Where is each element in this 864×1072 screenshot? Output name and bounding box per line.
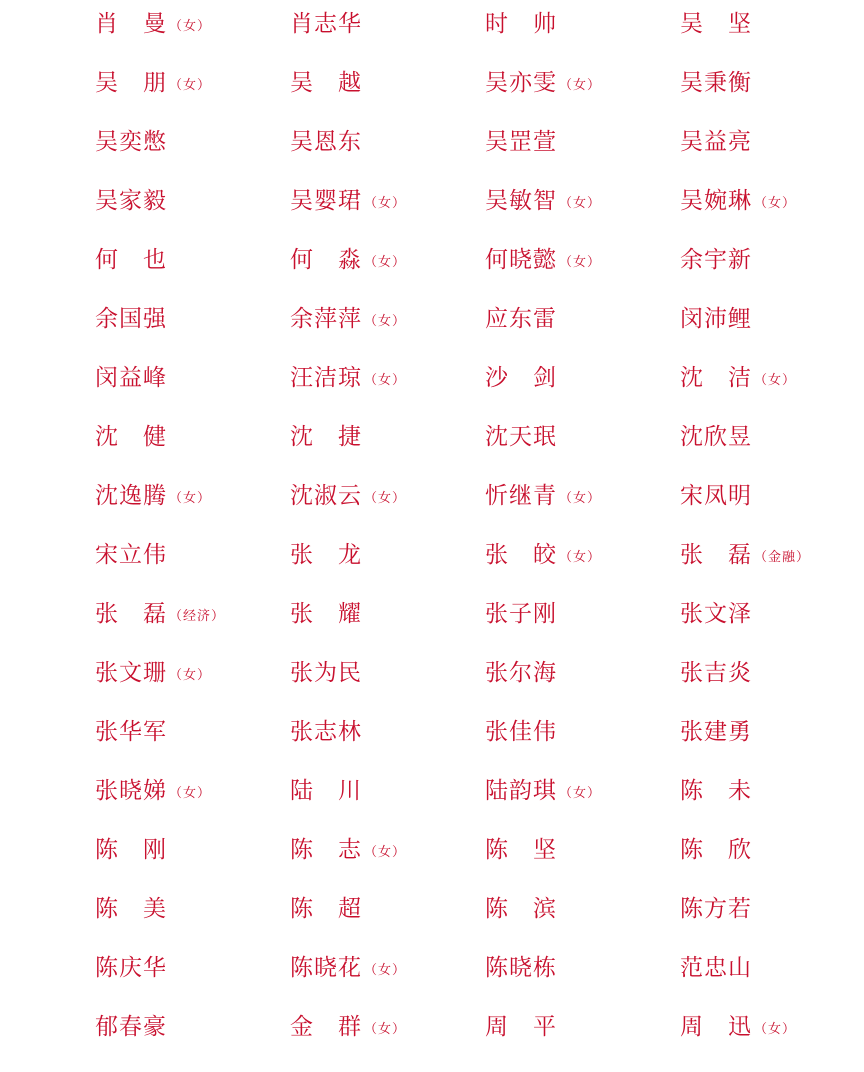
name-entry xyxy=(485,539,601,598)
name-entry xyxy=(680,303,754,362)
name-entry xyxy=(485,893,559,952)
name-entry xyxy=(680,598,754,657)
name-entry xyxy=(290,421,364,480)
person-name: 吴 坚 xyxy=(680,11,752,37)
name-entry xyxy=(290,67,364,126)
person-name: 吴 越 xyxy=(290,70,362,96)
name-entry xyxy=(485,8,559,67)
name-note: （女） xyxy=(169,668,212,683)
person-name: 陈 美 xyxy=(95,896,167,922)
name-entry xyxy=(95,775,211,834)
name-entry xyxy=(485,362,559,421)
person-name: 余宇新 xyxy=(680,247,752,273)
name-entry xyxy=(680,421,754,480)
name-entry xyxy=(290,8,364,67)
name-entry xyxy=(95,480,211,539)
person-name: 余萍萍 xyxy=(290,306,362,332)
name-note: （女） xyxy=(754,196,797,211)
name-note: （女） xyxy=(169,491,212,506)
name-note: （女） xyxy=(559,196,602,211)
name-entry xyxy=(485,185,601,244)
name-row xyxy=(0,421,864,480)
name-note: （女） xyxy=(169,786,212,801)
name-entry xyxy=(680,1011,796,1070)
name-entry xyxy=(485,1011,559,1070)
name-entry xyxy=(95,539,169,598)
name-entry xyxy=(680,126,754,185)
name-row xyxy=(0,362,864,421)
person-name: 沈逸腾 xyxy=(95,483,167,509)
person-name: 吴家毅 xyxy=(95,188,167,214)
person-name: 吴恩东 xyxy=(290,129,362,155)
name-entry xyxy=(290,480,406,539)
person-name: 陈晓花 xyxy=(290,955,362,981)
person-name: 陈 超 xyxy=(290,896,362,922)
name-row xyxy=(0,67,864,126)
name-note: （女） xyxy=(754,1022,797,1037)
name-entry xyxy=(485,244,601,303)
name-row xyxy=(0,657,864,716)
name-entry xyxy=(485,303,559,362)
name-row xyxy=(0,480,864,539)
person-name: 沈天珉 xyxy=(485,424,557,450)
name-entry xyxy=(485,598,559,657)
name-note: （女） xyxy=(364,373,407,388)
person-name: 吴婉琳 xyxy=(680,188,752,214)
person-name: 陈 刚 xyxy=(95,837,167,863)
person-name: 张 磊 xyxy=(680,542,752,568)
person-name: 余国强 xyxy=(95,306,167,332)
name-entry xyxy=(680,8,754,67)
name-entry xyxy=(290,598,364,657)
name-row xyxy=(0,1011,864,1070)
name-entry xyxy=(680,657,754,716)
person-name: 张 磊 xyxy=(95,601,167,627)
person-name: 宋立伟 xyxy=(95,542,167,568)
name-row xyxy=(0,185,864,244)
person-name: 肖 曼 xyxy=(95,11,167,37)
name-row xyxy=(0,834,864,893)
person-name: 应东雷 xyxy=(485,306,557,332)
name-entry xyxy=(290,185,406,244)
name-row xyxy=(0,952,864,1011)
person-name: 陈 坚 xyxy=(485,837,557,863)
person-name: 周 迅 xyxy=(680,1014,752,1040)
name-row xyxy=(0,8,864,67)
person-name: 张 耀 xyxy=(290,601,362,627)
name-row xyxy=(0,893,864,952)
name-entry xyxy=(290,893,364,952)
person-name: 沈淑云 xyxy=(290,483,362,509)
person-name: 陈 欣 xyxy=(680,837,752,863)
person-name: 张志林 xyxy=(290,719,362,745)
name-list xyxy=(0,8,864,1070)
name-entry xyxy=(680,952,754,1011)
name-entry xyxy=(95,952,169,1011)
person-name: 吴亦雯 xyxy=(485,70,557,96)
name-entry xyxy=(290,1011,406,1070)
person-name: 肖志华 xyxy=(290,11,362,37)
person-name: 张子刚 xyxy=(485,601,557,627)
name-entry xyxy=(95,8,211,67)
name-entry xyxy=(680,834,754,893)
name-note: （女） xyxy=(559,786,602,801)
person-name: 沈欣昱 xyxy=(680,424,752,450)
person-name: 何晓懿 xyxy=(485,247,557,273)
person-name: 张华军 xyxy=(95,719,167,745)
name-note: （女） xyxy=(364,491,407,506)
name-note: （女） xyxy=(169,19,212,34)
person-name: 陈 未 xyxy=(680,778,752,804)
name-entry xyxy=(95,67,211,126)
person-name: 陆韵琪 xyxy=(485,778,557,804)
person-name: 张佳伟 xyxy=(485,719,557,745)
name-entry xyxy=(290,834,406,893)
person-name: 张建勇 xyxy=(680,719,752,745)
person-name: 吴 朋 xyxy=(95,70,167,96)
name-row xyxy=(0,598,864,657)
name-row xyxy=(0,303,864,362)
name-note: （女） xyxy=(364,845,407,860)
name-row xyxy=(0,775,864,834)
name-row xyxy=(0,244,864,303)
person-name: 金 群 xyxy=(290,1014,362,1040)
person-name: 时 帅 xyxy=(485,11,557,37)
name-row xyxy=(0,716,864,775)
name-note: （女） xyxy=(754,373,797,388)
person-name: 陈 志 xyxy=(290,837,362,863)
name-note: （女） xyxy=(559,550,602,565)
name-entry xyxy=(485,952,559,1011)
person-name: 吴益亮 xyxy=(680,129,752,155)
name-entry xyxy=(290,362,406,421)
person-name: 范忠山 xyxy=(680,955,752,981)
name-entry xyxy=(95,716,169,775)
name-entry xyxy=(290,775,364,834)
name-note: （女） xyxy=(559,491,602,506)
name-entry xyxy=(95,598,225,657)
name-entry xyxy=(95,126,169,185)
name-note: （女） xyxy=(169,78,212,93)
name-entry xyxy=(95,421,169,480)
name-entry xyxy=(485,716,559,775)
name-entry xyxy=(95,362,169,421)
name-entry xyxy=(485,67,601,126)
name-entry xyxy=(95,1011,169,1070)
name-entry xyxy=(290,244,406,303)
name-entry xyxy=(485,775,601,834)
name-entry xyxy=(95,893,169,952)
person-name: 张文珊 xyxy=(95,660,167,686)
person-name: 宋凤明 xyxy=(680,483,752,509)
name-note: （经济） xyxy=(169,609,226,624)
name-entry xyxy=(290,539,364,598)
person-name: 闵益峰 xyxy=(95,365,167,391)
person-name: 张 龙 xyxy=(290,542,362,568)
person-name: 沈 洁 xyxy=(680,365,752,391)
name-entry xyxy=(680,244,754,303)
name-note: （女） xyxy=(364,1022,407,1037)
person-name: 沈 捷 xyxy=(290,424,362,450)
name-entry xyxy=(485,421,559,480)
person-name: 吴婴珺 xyxy=(290,188,362,214)
person-name: 郁春豪 xyxy=(95,1014,167,1040)
person-name: 吴敏智 xyxy=(485,188,557,214)
name-entry xyxy=(290,126,364,185)
name-row xyxy=(0,539,864,598)
name-entry xyxy=(95,185,169,244)
person-name: 闵沛鲤 xyxy=(680,306,752,332)
person-name: 张文泽 xyxy=(680,601,752,627)
person-name: 张吉炎 xyxy=(680,660,752,686)
person-name: 陈 滨 xyxy=(485,896,557,922)
person-name: 陆 川 xyxy=(290,778,362,804)
name-entry xyxy=(680,893,754,952)
name-entry xyxy=(95,834,169,893)
person-name: 陈晓栋 xyxy=(485,955,557,981)
name-entry xyxy=(485,480,601,539)
person-name: 沙 剑 xyxy=(485,365,557,391)
person-name: 忻继青 xyxy=(485,483,557,509)
name-entry xyxy=(95,657,211,716)
name-entry xyxy=(95,303,169,362)
name-note: （女） xyxy=(559,78,602,93)
person-name: 周 平 xyxy=(485,1014,557,1040)
person-name: 汪洁琼 xyxy=(290,365,362,391)
name-entry xyxy=(485,834,559,893)
person-name: 陈庆华 xyxy=(95,955,167,981)
name-note: （女） xyxy=(364,255,407,270)
person-name: 张 皎 xyxy=(485,542,557,568)
name-entry xyxy=(290,657,364,716)
name-entry xyxy=(290,716,364,775)
name-row xyxy=(0,126,864,185)
person-name: 张为民 xyxy=(290,660,362,686)
name-entry xyxy=(680,362,796,421)
name-note: （金融） xyxy=(754,550,811,565)
person-name: 何 淼 xyxy=(290,247,362,273)
person-name: 何 也 xyxy=(95,247,167,273)
person-name: 吴罡萱 xyxy=(485,129,557,155)
person-name: 陈方若 xyxy=(680,896,752,922)
name-entry xyxy=(680,539,810,598)
person-name: 吴奕憋 xyxy=(95,129,167,155)
name-note: （女） xyxy=(364,196,407,211)
name-note: （女） xyxy=(364,314,407,329)
name-entry xyxy=(95,244,169,303)
name-note: （女） xyxy=(364,963,407,978)
name-note: （女） xyxy=(559,255,602,270)
name-entry xyxy=(485,126,559,185)
person-name: 沈 健 xyxy=(95,424,167,450)
name-entry xyxy=(680,775,754,834)
name-entry xyxy=(290,303,406,362)
name-entry xyxy=(680,185,796,244)
name-entry xyxy=(680,480,754,539)
name-entry xyxy=(290,952,406,1011)
name-entry xyxy=(680,67,754,126)
name-entry xyxy=(485,657,559,716)
person-name: 吴秉衡 xyxy=(680,70,752,96)
person-name: 张晓娣 xyxy=(95,778,167,804)
name-entry xyxy=(680,716,754,775)
person-name: 张尔海 xyxy=(485,660,557,686)
